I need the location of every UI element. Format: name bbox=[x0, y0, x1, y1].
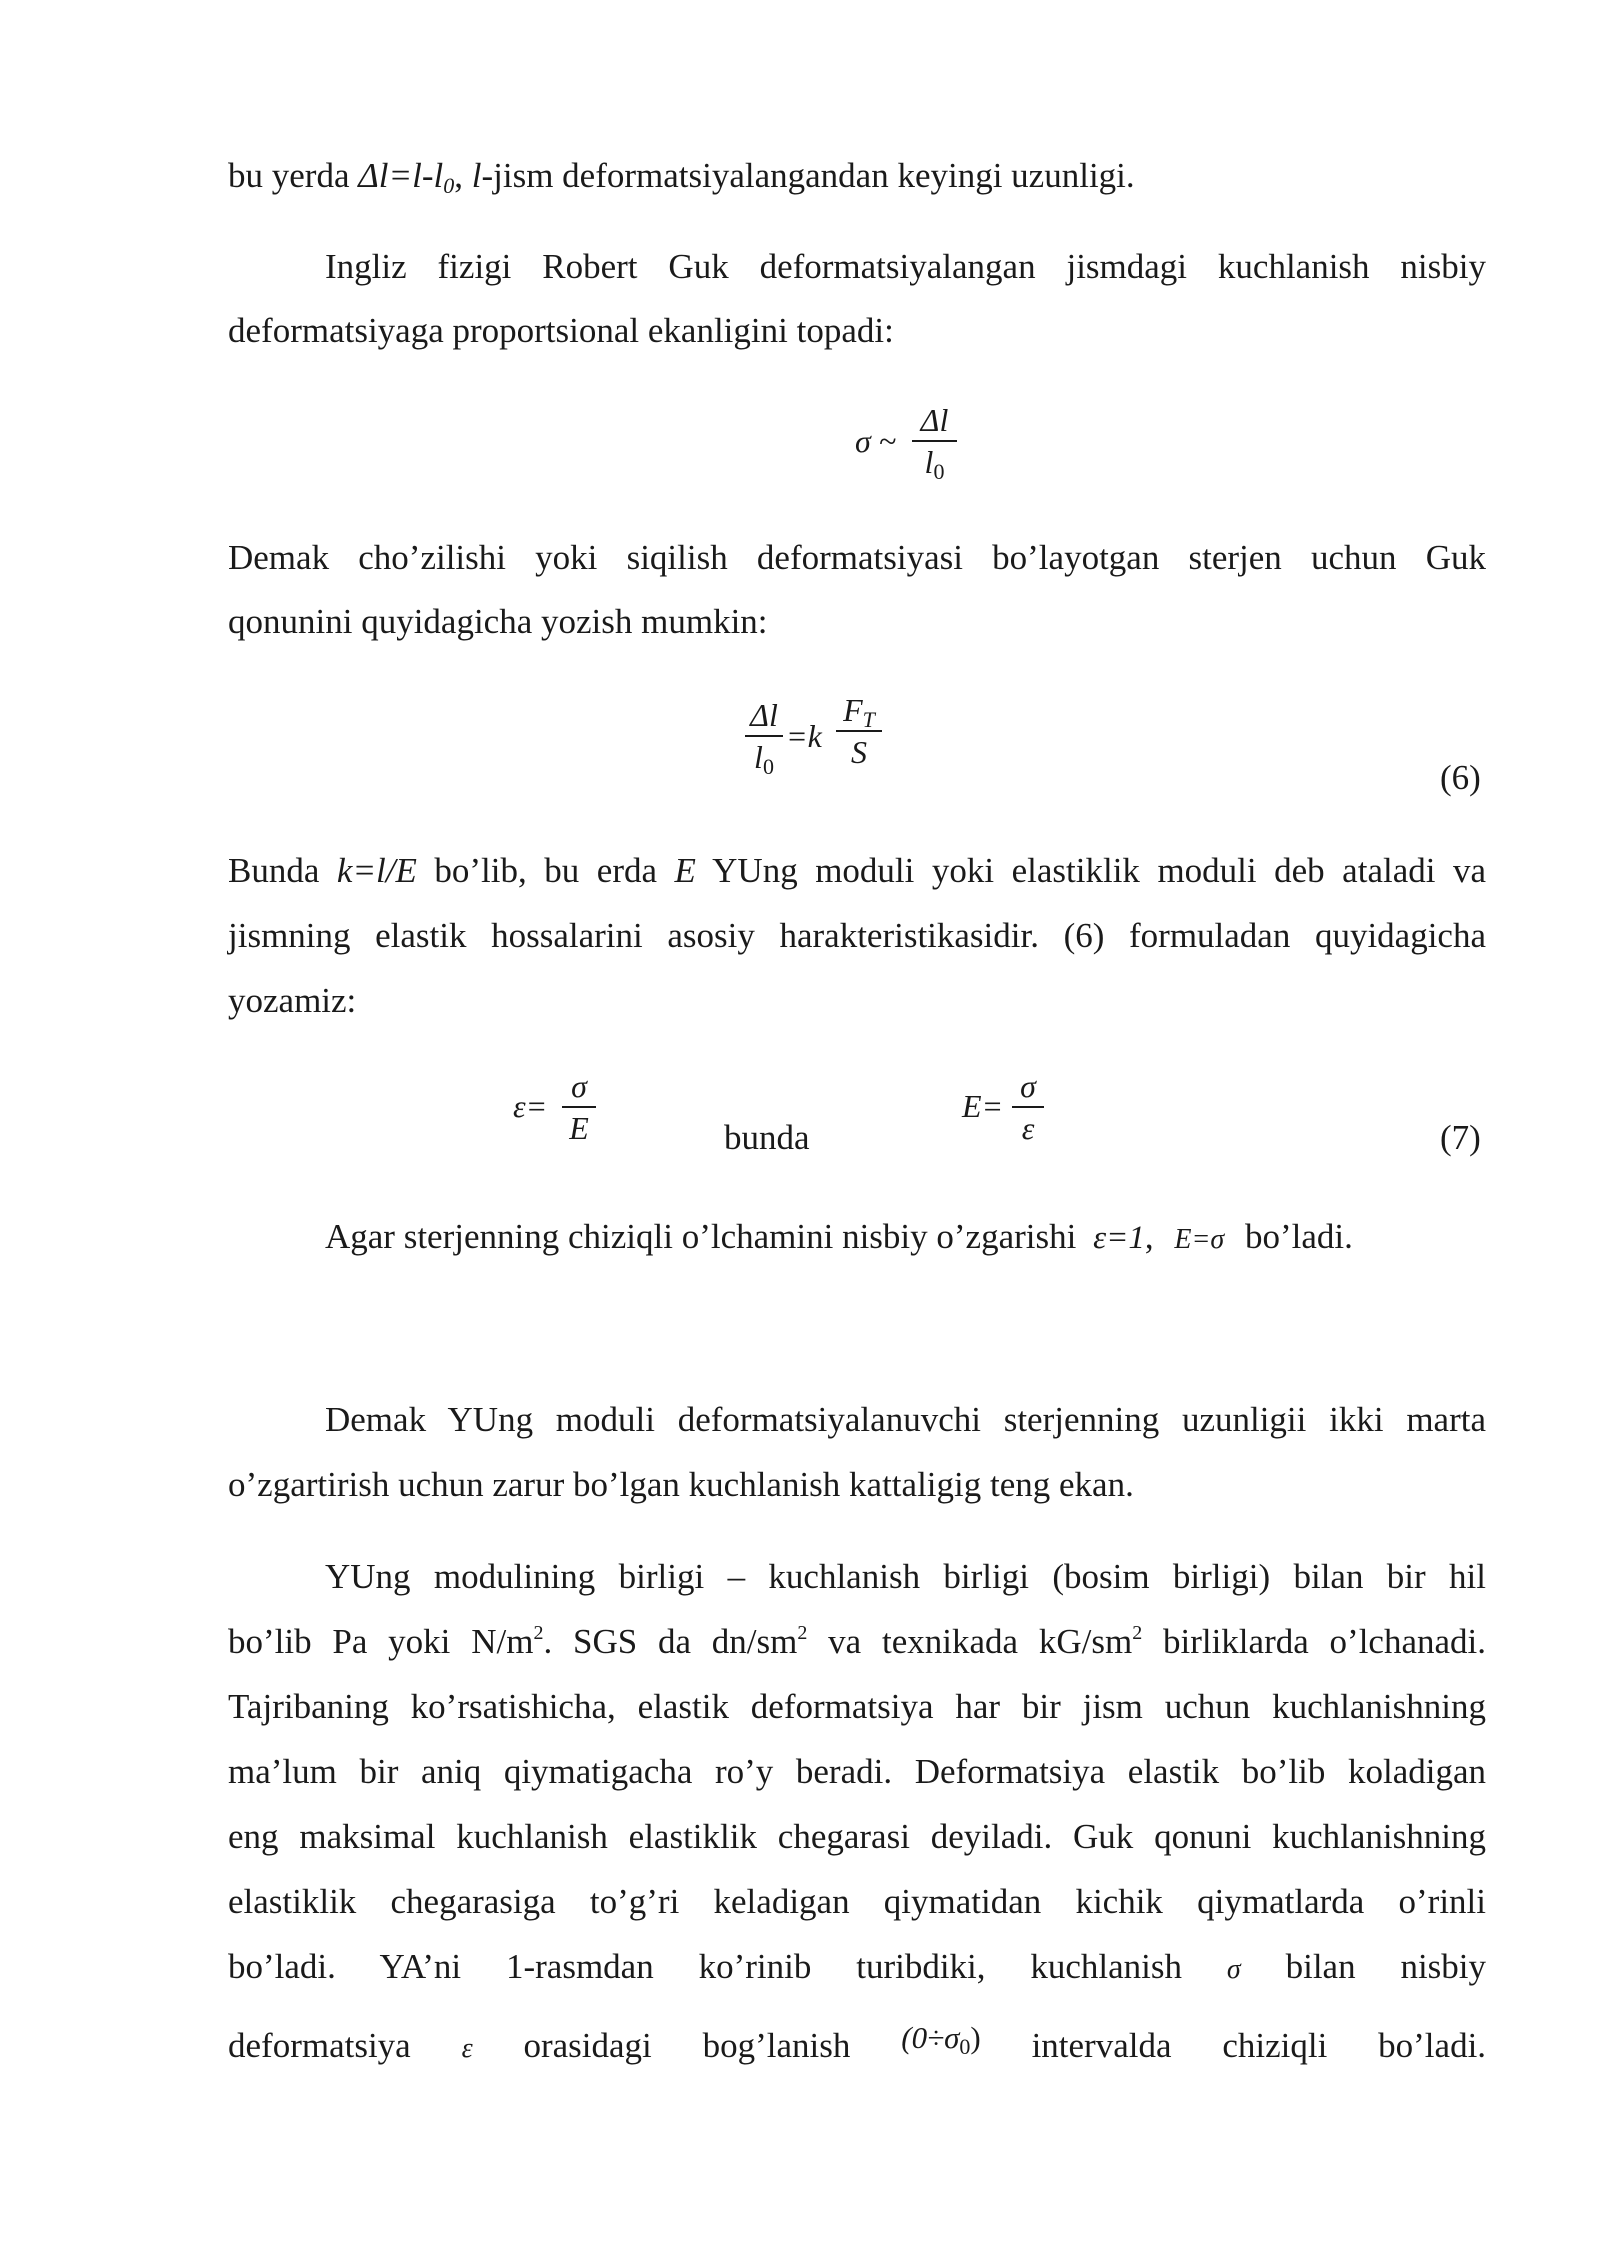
formula6-equals-k: =k bbox=[786, 718, 822, 754]
paragraph-unit-strain: Agar sterjenning chiziqli o’lchamini nisbiy o’zgarishi ε=1, E=σ bo’ladi. bbox=[325, 1217, 1353, 1256]
numerator: $F_T$ bbox=[843, 692, 875, 732]
paragraph-units-line8: deformatsiya ε orasidagi bog’lanish $(0\div\sigma_0)$ intervalda chiziqli bo’ladi. bbox=[228, 2020, 1487, 2065]
numerator: σ bbox=[1020, 1068, 1036, 1104]
paragraph-rod-line1: Demak cho’zilishi yoki siqilish deformatsiyasi bo’layotgan sterjen uchun Guk bbox=[228, 538, 1486, 577]
formula6-fraction-right bbox=[836, 690, 882, 772]
numerator: Δl bbox=[750, 697, 778, 733]
formula6-fraction-left bbox=[745, 695, 783, 777]
formula-sigma-proportional: σ ~ bbox=[855, 423, 897, 459]
formula7-word: bunda bbox=[724, 1118, 810, 1157]
paragraph-definition bbox=[228, 152, 1486, 200]
numerator: σ bbox=[571, 1068, 587, 1104]
formula7-fraction-right bbox=[1012, 1066, 1044, 1148]
paragraph-units-line3: Tajribaning ko’rsatishicha, elastik deformatsiya har bir jism uchun kuchlanishning bbox=[228, 1687, 1486, 1726]
denominator: S bbox=[851, 734, 867, 770]
formula7-epsilon-equals: ε= bbox=[513, 1088, 548, 1124]
paragraph-units-line6: elastiklik chegarasiga to’g’ri keladigan qiymatidan kichik qiymatlarda o’rinli bbox=[228, 1882, 1486, 1921]
paragraph-hooke-line2: deformatsiyaga proportsional ekanligini topadi: bbox=[228, 311, 894, 350]
paragraph-units-line2: bo’lib Pa yoki $N/m^2$. SGS da $dn/sm^2$ va texnikada $kG/sm^2$ birliklarda o’lchanadi. bbox=[228, 1622, 1487, 1661]
paragraph-units-line7: bo’ladi. YA’ni 1-rasmdan ko’rinib turibdiki, kuchlanish σ bilan nisbiy bbox=[228, 1947, 1487, 1986]
math-delta-l: Δl=l-l bbox=[358, 156, 444, 195]
equation-number-7: (7) bbox=[1440, 1118, 1481, 1157]
paragraph-hooke-line1: Ingliz fizigi Robert Guk deformatsiyalangan jismdagi kuchlanish nisbiy bbox=[325, 247, 1486, 286]
denominator: $l_0$ bbox=[924, 444, 945, 484]
equation-number-6: (6) bbox=[1440, 758, 1481, 797]
paragraph-rod-line2: qonunini quyidagicha yozish mumkin: bbox=[228, 602, 768, 641]
text: -jism deformatsiyalangandan keyingi uzunligi. bbox=[481, 156, 1135, 195]
paragraph-young-line3: yozamiz: bbox=[228, 981, 357, 1020]
paragraph-young-line2: jismning elastik hossalarini asosiy harakteristikasidir. (6) formuladan quyidagicha bbox=[228, 916, 1486, 955]
formula7-fraction-left bbox=[562, 1066, 596, 1148]
paragraph-young-meaning-line2: o’zgartirish uchun zarur bo’lgan kuchlanish kattaligig teng ekan. bbox=[228, 1465, 1134, 1504]
paragraph-units-line1: YUng modulining birligi – kuchlanish birligi (bosim birligi) bilan bir hil bbox=[325, 1557, 1486, 1596]
numerator: Δl bbox=[920, 402, 949, 438]
paragraph-young-line1: Bunda k=l/E bo’lib, bu erda E YUng moduli yoki elastiklik moduli deb ataladi va bbox=[228, 851, 1487, 890]
math-l: l bbox=[471, 156, 482, 195]
text: , bbox=[454, 156, 472, 195]
denominator: E bbox=[569, 1110, 589, 1146]
denominator: ε bbox=[1021, 1110, 1035, 1146]
formula-fraction bbox=[912, 400, 957, 482]
text: bu yerda bbox=[228, 156, 359, 195]
denominator: $l_0$ bbox=[754, 739, 774, 779]
paragraph-young-meaning-line1: Demak YUng moduli deformatsiyalanuvchi sterjenning uzunligii ikki marta bbox=[325, 1400, 1486, 1439]
paragraph-units-line5: eng maksimal kuchlanish elastiklik chegarasi deyiladi. Guk qonuni kuchlanishning bbox=[228, 1817, 1486, 1856]
subscript: 0 bbox=[443, 173, 455, 198]
paragraph-units-line4: ma’lum bir aniq qiymatigacha ro’y beradi. Deformatsiya elastik bo’lib koladigan bbox=[228, 1752, 1486, 1791]
formula7-E-equals: E= bbox=[962, 1088, 1004, 1124]
